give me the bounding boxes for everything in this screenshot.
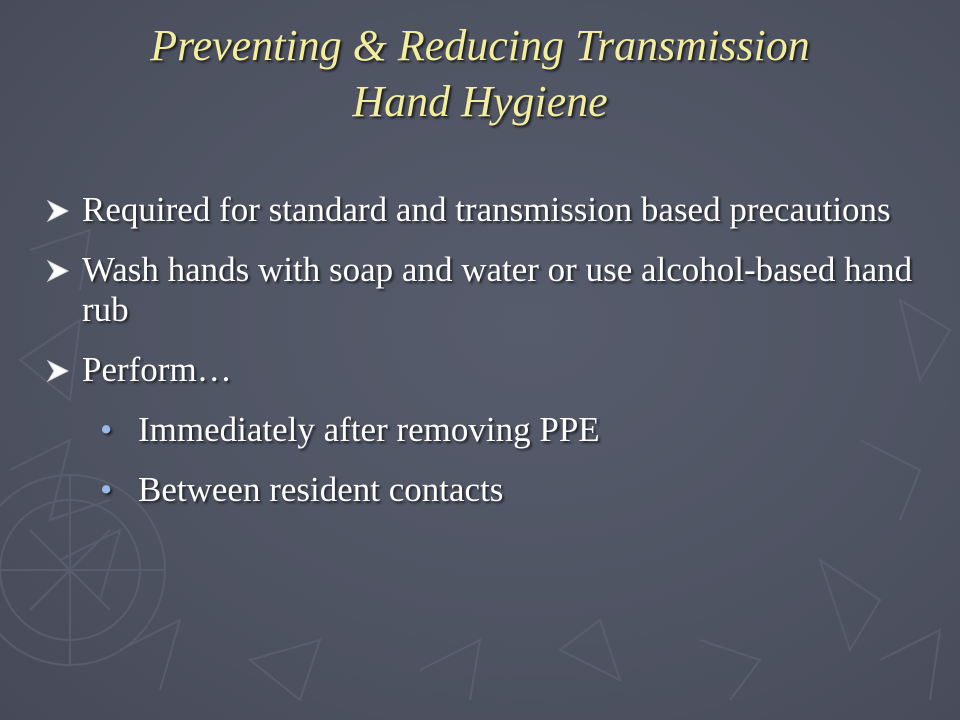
bullet-item — [44, 350, 914, 390]
bullet-item — [44, 190, 914, 230]
bullet-text: Required for standard and transmission based precautions — [82, 190, 891, 229]
arrow-bullet-icon — [46, 359, 70, 383]
title-line-1: Preventing & Reducing Transmission — [150, 21, 810, 70]
dot-bullet-icon: • — [100, 470, 113, 509]
bullet-item — [44, 250, 914, 330]
arrow-bullet-icon — [46, 259, 70, 283]
title-line-2: Hand Hygiene — [352, 77, 608, 126]
bullet-list — [44, 190, 914, 530]
sub-bullet-text: Between resident contacts — [138, 470, 504, 509]
sub-bullet-item — [44, 410, 914, 450]
sub-bullet-text: Immediately after removing PPE — [138, 410, 600, 449]
slide-title — [40, 18, 920, 130]
bullet-text: Perform… — [82, 350, 232, 389]
bullet-text: Wash hands with soap and water or use alcohol-based hand rub — [82, 250, 913, 329]
sub-bullet-item — [44, 470, 914, 510]
arrow-bullet-icon — [46, 199, 70, 223]
dot-bullet-icon: • — [100, 410, 113, 449]
